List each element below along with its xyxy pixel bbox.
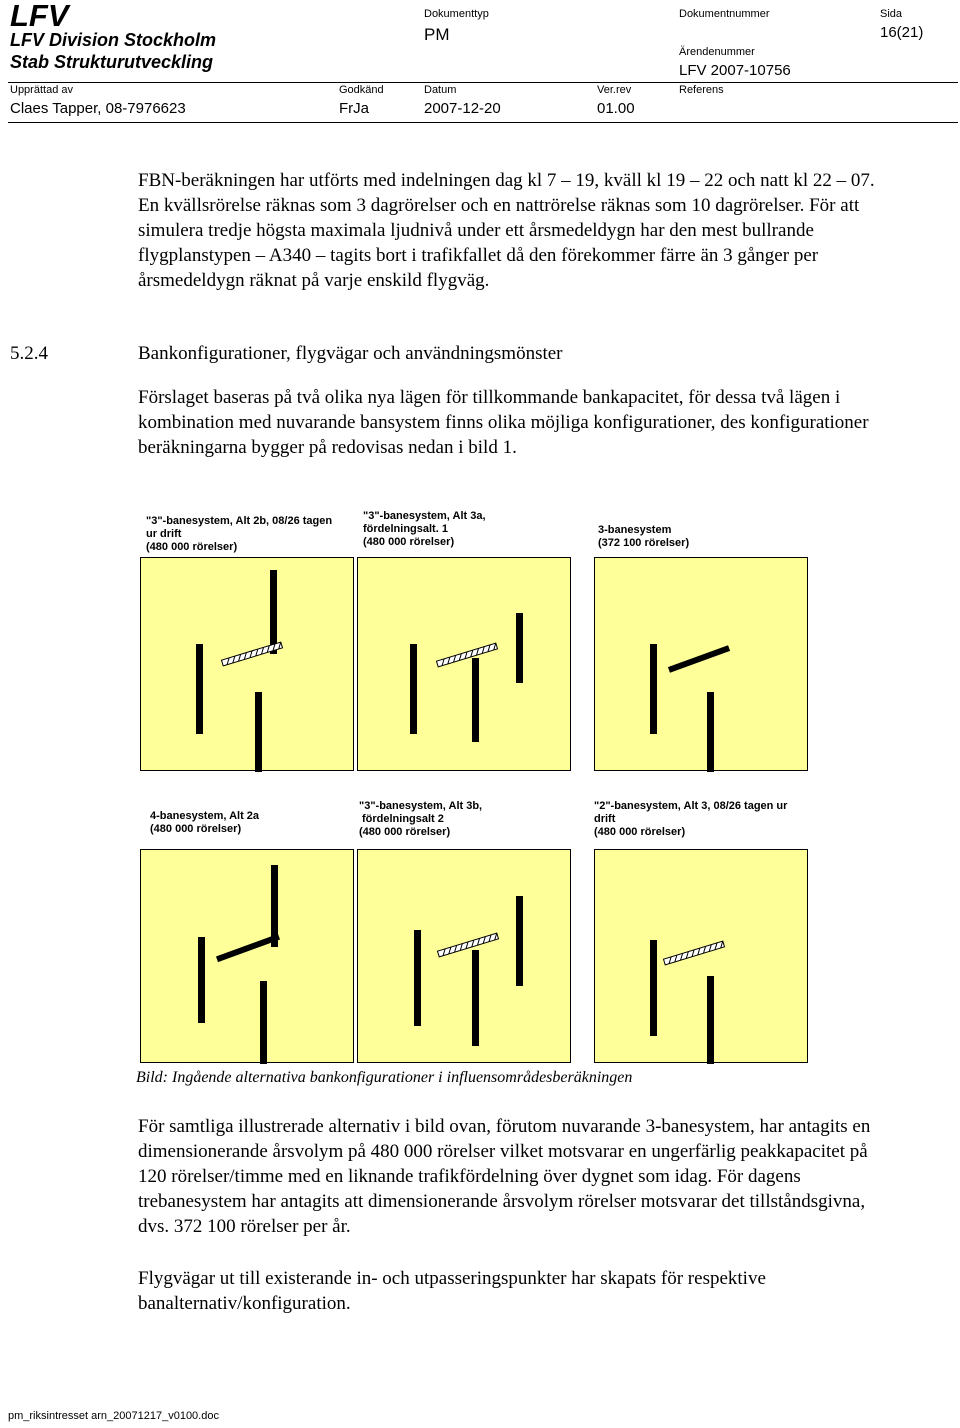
runway-south [255, 692, 262, 772]
diagram-2-title: "3"-banesystem, Alt 3a, [363, 510, 486, 522]
section-number: 5.2.4 [10, 343, 48, 364]
header-divider-bottom [8, 122, 958, 123]
assumptions-paragraph: För samtliga illustrerade alternativ i bild ovan, förutom nuvarande 3-banesystem, har antagits en dimensionerande årsvolym på 480 000 rörelser vilket motsvarar en ungerfärlig peakkapacitet på 120 rörelser/timme med en liknande trafikfördelning över dygnet som idag. För dagens trebanesystem har antagits att dimensionerande årsvolym rörelser motsvarar det tillståndsgivna, dvs. 372 100 rörelser per år. [138, 1116, 871, 1237]
section-paragraph: Förslaget baseras på två olika nya lägen för tillkommande bankapacitet, för dessa två lägen i kombination med nuvarande bansystem finns olika möjliga konfigurationer, des konfigurationer beräkningarna bygger på redovisas nedan i bild 1. [138, 387, 869, 458]
runway-north [516, 896, 523, 986]
diagram-5-runways [358, 850, 572, 1064]
diagram-2-volume: (480 000 rörelser) [363, 536, 455, 548]
runway-west [196, 644, 203, 734]
runway-closed-cross [437, 933, 498, 957]
diagram-4-box [140, 849, 354, 1063]
date-value: 2007-12-20 [424, 100, 501, 117]
diagram-5-box [357, 849, 571, 1063]
runway-west [650, 940, 657, 1036]
diagram-3-title: 3-banesystem [598, 524, 672, 536]
doc-type-label: Dokumenttyp [424, 8, 489, 20]
figure-caption: Bild: Ingående alternativa bankonfigurationer i influensområdesberäkningen [136, 1069, 633, 1086]
revision-label: Ver.rev [597, 84, 632, 96]
case-number-value: LFV 2007-10756 [679, 62, 791, 79]
runway-south [472, 658, 479, 742]
diagram-2-subtitle: fördelningsalt. 1 [363, 523, 448, 535]
runway-north [516, 613, 523, 683]
doc-type-value: PM [424, 25, 450, 44]
runway-crosswind [216, 934, 280, 962]
revision-value: 01.00 [597, 100, 635, 117]
diagram-1-runways [141, 558, 355, 772]
diagram-6-runways [595, 850, 809, 1064]
diagram-3-volume: (372 100 rörelser) [598, 537, 690, 549]
runway-south [260, 981, 267, 1064]
lfv-logo: LFV [10, 0, 69, 33]
diagram-2-box [357, 557, 571, 771]
diagram-5-title: "3"-banesystem, Alt 3b, [359, 800, 483, 812]
date-label: Datum [424, 84, 457, 96]
runway-closed-cross [663, 941, 724, 965]
diagram-2-runways [358, 558, 572, 772]
section-title: Bankonfigurationer, flygvägar och användningsmönster [138, 343, 563, 364]
diagram-6-label [594, 800, 787, 839]
footer-filename: pm_riksintresset arn_20071217_v0100.doc [8, 1410, 219, 1422]
diagram-3-label [598, 524, 689, 550]
diagram-4-runways [141, 850, 355, 1064]
page-number: 16(21) [880, 24, 924, 41]
diagram-6-box [594, 849, 808, 1063]
diagram-1-label [146, 515, 332, 554]
prepared-by-value: Claes Tapper, 08-7976623 [10, 100, 186, 117]
diagram-1-title: "3"-banesystem, Alt 2b, 08/26 tagen [146, 515, 333, 527]
page-label: Sida [880, 8, 903, 20]
diagram-5-label [359, 800, 482, 839]
organization-name: LFV Division Stockholm [10, 30, 217, 50]
runway-closed-cross [436, 643, 497, 667]
diagram-6-subtitle: drift [594, 813, 616, 825]
runway-crosswind [668, 645, 730, 673]
diagram-1-box [140, 557, 354, 771]
header-divider-top [8, 82, 958, 83]
runway-south [472, 950, 479, 1046]
diagram-3-runways [595, 558, 809, 772]
diagram-6-volume: (480 000 rörelser) [594, 826, 686, 838]
runway-west [650, 644, 657, 734]
diagram-4-title: 4-banesystem, Alt 2a [150, 810, 260, 822]
diagram-3-box [594, 557, 808, 771]
prepared-by-label: Upprättad av [10, 84, 73, 96]
diagram-1-subtitle: ur drift [146, 528, 182, 540]
intro-paragraph: FBN-beräkningen har utförts med indelningen dag kl 7 – 19, kväll kl 19 – 22 och natt kl 22 – 07. En kvällsrörelse räknas som 3 dagrörelser och en nattrörelse räknas som 10 dagrörelser. För att simulera tredje högsta maximala ljudnivå under ett årsmedeldygn har den mest bullrande flygplanstypen – A340 – tagits bort i trafikfallet då den förekommer färre än 3 gånger per årsmedeldygn räknat på varje enskild flygväg. [138, 170, 875, 291]
diagram-5-volume: (480 000 rörelser) [359, 826, 451, 838]
runway-north [270, 570, 277, 654]
runway-west [198, 937, 205, 1023]
runway-south [707, 692, 714, 772]
approved-value: FrJa [339, 100, 369, 117]
flight-paths-paragraph: Flygvägar ut till existerande in- och utpasseringspunkter har skapats för respektive banalternativ/konfiguration. [138, 1268, 766, 1314]
runway-west [410, 644, 417, 734]
approved-label: Godkänd [339, 84, 384, 96]
runway-south [707, 976, 714, 1064]
diagram-4-volume: (480 000 rörelser) [150, 823, 242, 835]
doc-number-label: Dokumentnummer [679, 8, 770, 20]
runway-west [414, 930, 421, 1026]
diagram-2-label [363, 510, 486, 549]
diagram-4-label [150, 810, 259, 836]
department-name: Stab Strukturutveckling [10, 52, 214, 72]
diagram-5-subtitle: fördelningsalt 2 [362, 813, 444, 825]
diagram-6-title: "2"-banesystem, Alt 3, 08/26 tagen ur [594, 800, 788, 812]
reference-label: Referens [679, 84, 724, 96]
case-number-label: Ärendenummer [679, 46, 755, 58]
diagram-1-volume: (480 000 rörelser) [146, 541, 238, 553]
